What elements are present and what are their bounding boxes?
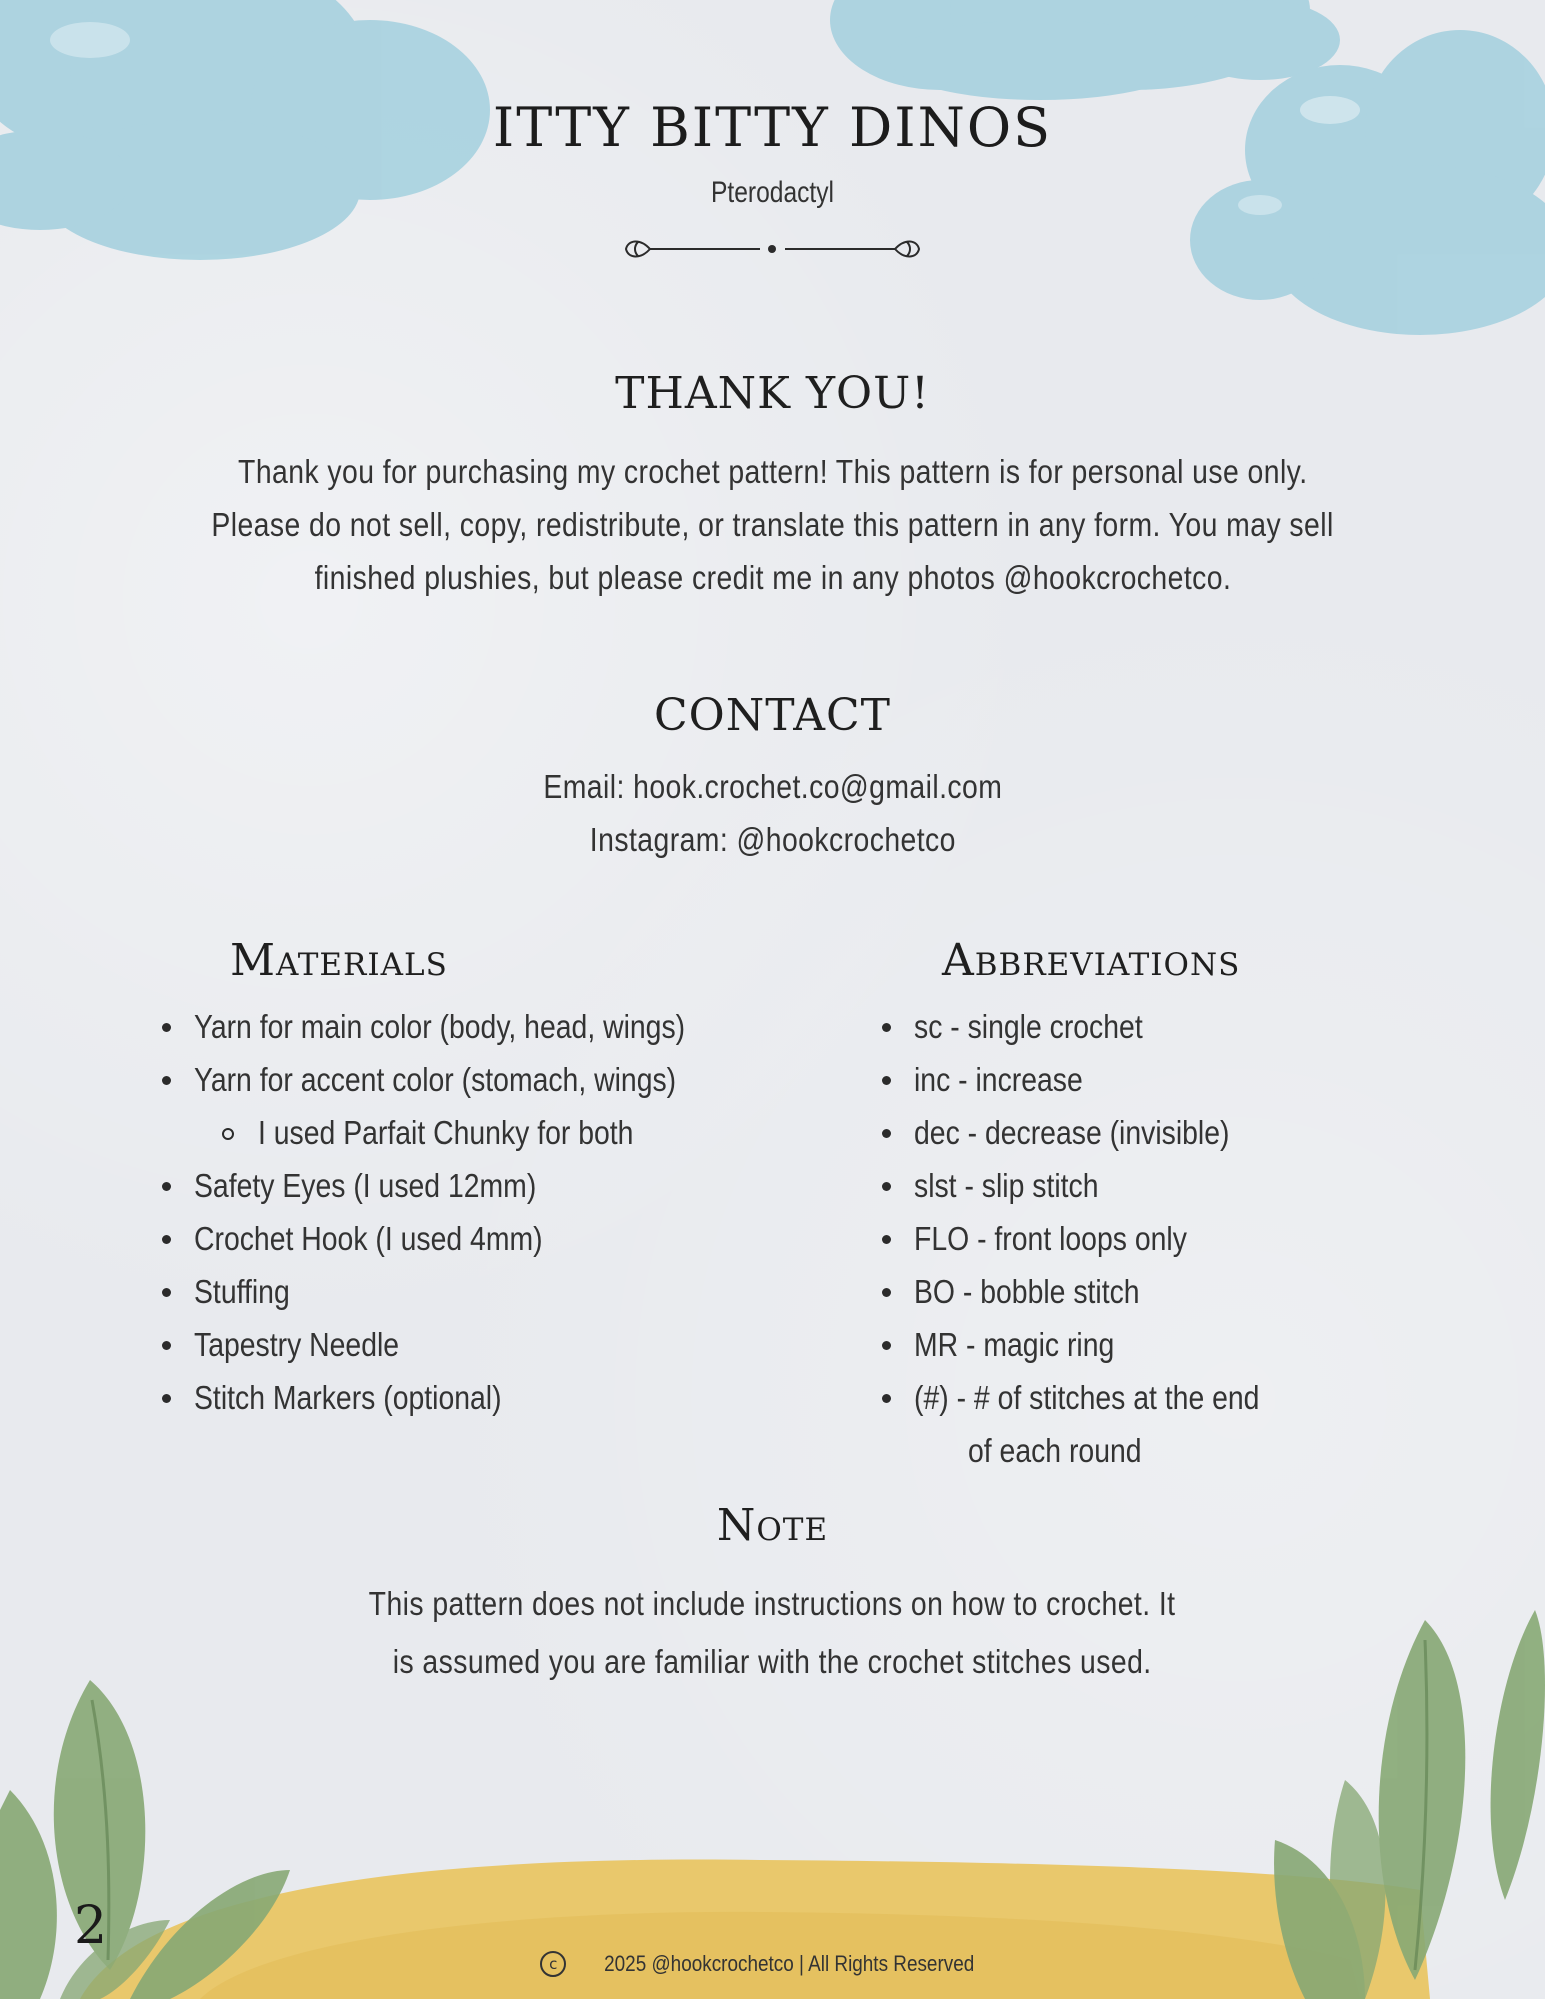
- contact-instagram: Instagram: @hookcrochetco: [589, 821, 956, 858]
- copyright-icon: c: [540, 1951, 566, 1977]
- list-item: Yarn for main color (body, head, wings): [160, 1000, 800, 1053]
- abbreviations-section: [880, 935, 1500, 1477]
- note-heading: Note: [716, 1500, 829, 1551]
- cloud-top-right-illustration: [820, 0, 1545, 345]
- list-item: (#) - # of stitches at the end: [880, 1371, 1500, 1424]
- list-item: inc - increase: [880, 1053, 1500, 1106]
- note-line: This pattern does not include instructions on how to crochet. It: [369, 1585, 1176, 1622]
- note-line: is assumed you are familiar with the crochet stitches used.: [393, 1643, 1152, 1680]
- thank-you-paragraph: [0, 445, 1545, 604]
- pattern-title: ITTY BITTY DINOS: [492, 96, 1053, 159]
- pattern-subtitle: Pterodactyl: [710, 176, 835, 209]
- list-item: dec - decrease (invisible): [880, 1106, 1500, 1159]
- note-paragraph: [0, 1575, 1545, 1691]
- contact-details: [0, 760, 1545, 866]
- contact-email: Email: hook.crochet.co@gmail.com: [543, 768, 1002, 805]
- list-item: Stitch Markers (optional): [160, 1371, 800, 1424]
- list-item: sc - single crochet: [880, 1000, 1500, 1053]
- list-item: FLO - front loops only: [880, 1212, 1500, 1265]
- list-item: Safety Eyes (I used 12mm): [160, 1159, 800, 1212]
- ornamental-divider-icon: [620, 232, 925, 266]
- abbreviations-heading: Abbreviations: [942, 935, 1241, 986]
- abbreviations-list: [880, 1000, 1500, 1477]
- list-item: Crochet Hook (I used 4mm): [160, 1212, 800, 1265]
- page-number: 2: [74, 1896, 108, 1956]
- thank-you-line: finished plushies, but please credit me in any photos @hookcrochetco.: [314, 559, 1231, 596]
- materials-list: [160, 1000, 800, 1424]
- copyright-text: 2025 @hookcrochetco | All Rights Reserved: [604, 1951, 975, 1977]
- thank-you-line: Please do not sell, copy, redistribute, or translate this pattern in any form. You may sell: [211, 506, 1334, 543]
- list-item-continuation: of each round: [968, 1432, 1142, 1469]
- materials-section: [160, 935, 800, 1424]
- list-item: slst - slip stitch: [880, 1159, 1500, 1212]
- copyright-footer: [0, 1950, 1545, 1977]
- list-item: Stuffing: [160, 1265, 800, 1318]
- list-item: BO - bobble stitch: [880, 1265, 1500, 1318]
- list-item: Tapestry Needle: [160, 1318, 800, 1371]
- list-item: MR - magic ring: [880, 1318, 1500, 1371]
- list-item: Yarn for accent color (stomach, wings): [160, 1053, 800, 1106]
- list-sub-item: I used Parfait Chunky for both: [160, 1106, 800, 1159]
- materials-heading: Materials: [230, 935, 448, 986]
- thank-you-line: Thank you for purchasing my crochet pattern! This pattern is for personal use only.: [237, 453, 1308, 490]
- contact-heading: CONTACT: [654, 690, 891, 741]
- thank-you-heading: THANK YOU!: [615, 368, 930, 419]
